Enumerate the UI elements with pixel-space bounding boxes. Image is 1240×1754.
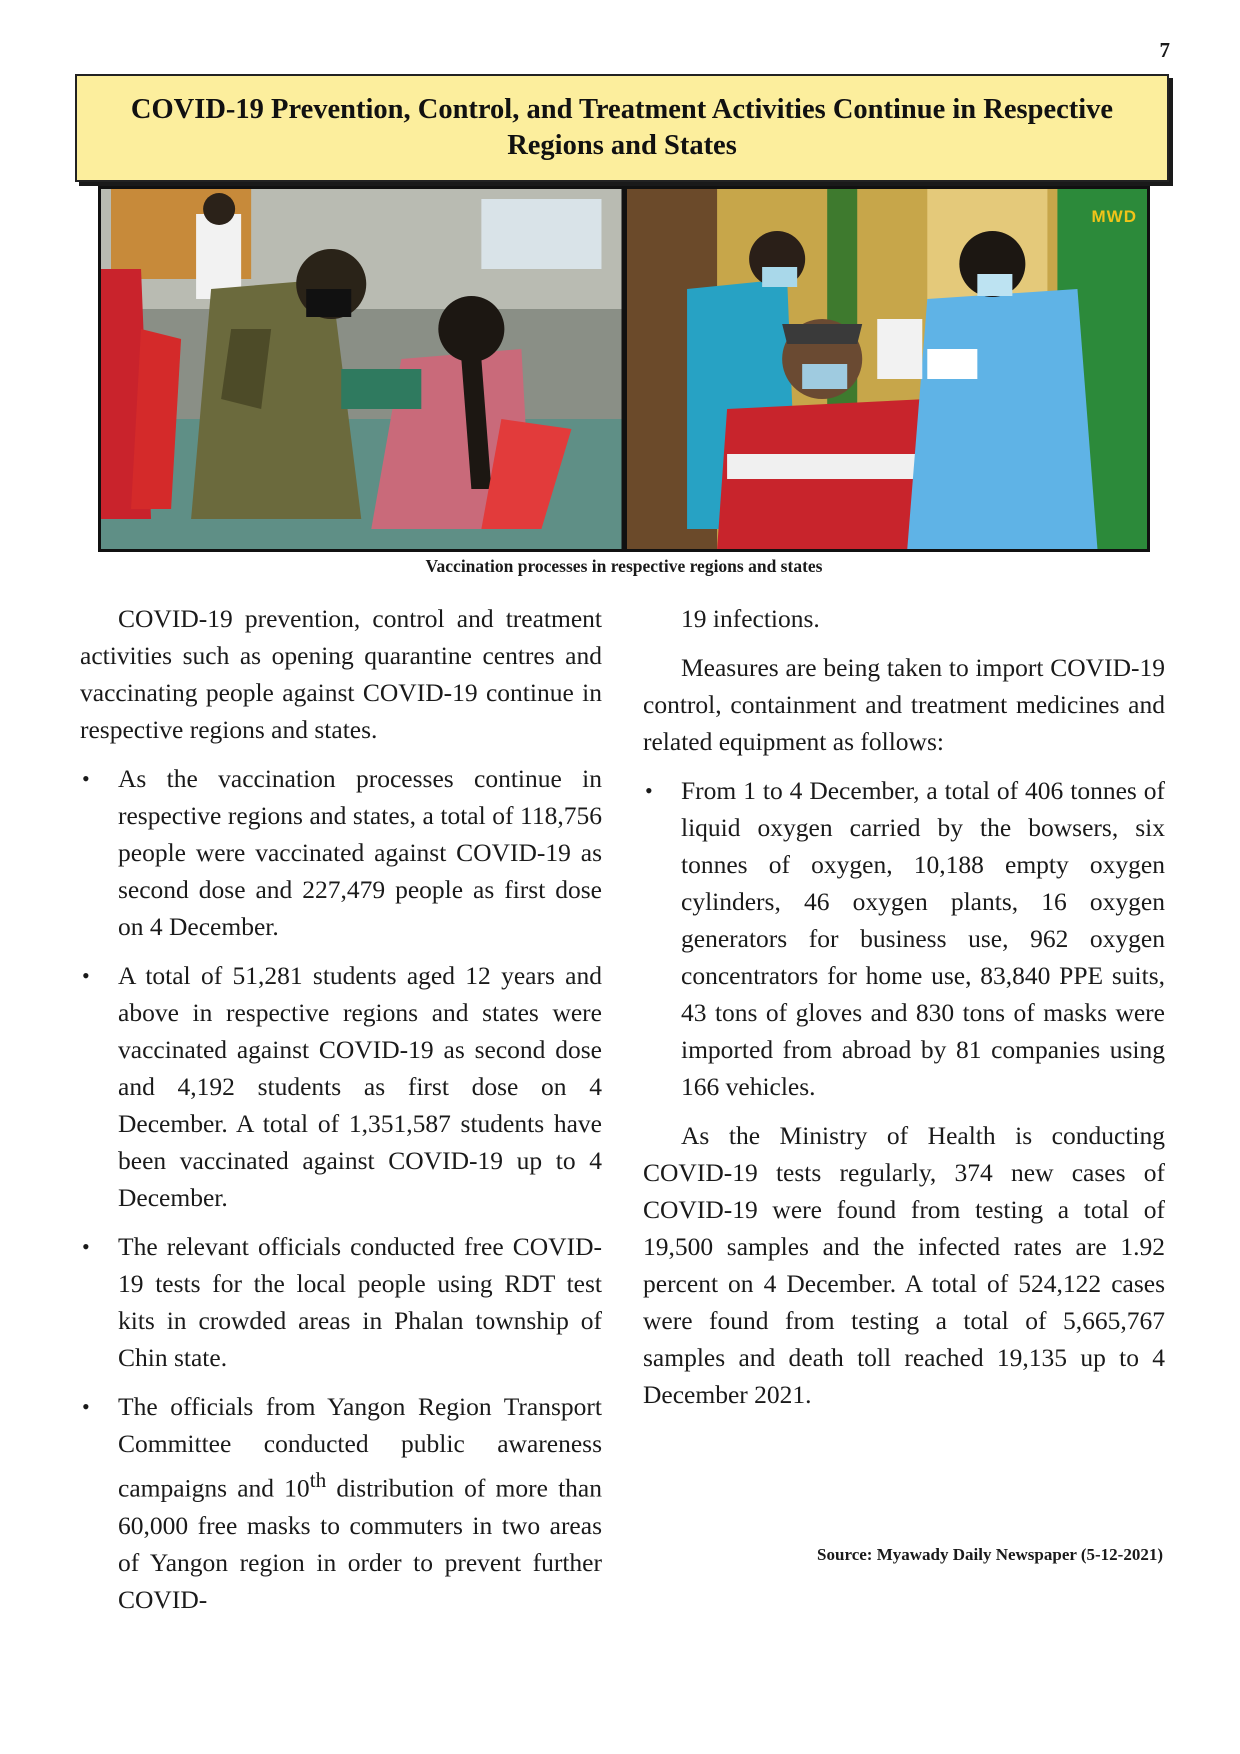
left-bullet-list xyxy=(80,760,602,1618)
bullet-icon: • xyxy=(82,1394,90,1419)
bullet-icon: • xyxy=(82,1234,90,1259)
headline-box xyxy=(75,74,1169,182)
page-number: 7 xyxy=(1159,38,1170,62)
photo-left xyxy=(101,189,622,549)
left-column xyxy=(80,600,602,1630)
bullet-icon: • xyxy=(645,778,653,803)
vaccination-photo-right xyxy=(627,189,1148,549)
photo-right xyxy=(627,189,1148,549)
ordinal-suffix: th xyxy=(309,1468,327,1492)
measures-paragraph: Measures are being taken to import COVID-19 control, containment and treatment medicines and related equipment as follows: xyxy=(643,653,1165,756)
source-credit: Source: Myawady Daily Newspaper (5-12-2021) xyxy=(817,1545,1163,1564)
broadcaster-logo: MWD xyxy=(1091,207,1137,226)
intro-paragraph: COVID-19 prevention, control and treatment activities such as opening quarantine centres and vaccinating people against COVID-19 continue in respective regions and states. xyxy=(80,604,602,744)
photo-strip xyxy=(98,186,1150,552)
list-item-text: The relevant officials conducted free COVID-19 tests for the local people using RDT test kits in crowded areas in Phalan township of Chin state. xyxy=(118,1232,602,1372)
photo-caption: Vaccination processes in respective regions and states xyxy=(425,556,823,576)
continued-text: 19 infections. xyxy=(681,604,820,633)
list-item xyxy=(80,1388,602,1618)
list-item xyxy=(643,772,1165,1105)
list-item-text: A total of 51,281 students aged 12 years and above in respective regions and states were vaccinated against COVID-19 as second dose and 4,192 students as first dose on 4 December. A total of 1,351,587 students have been vaccinated against COVID-19 up to 4 December. xyxy=(118,961,602,1212)
list-item-text-part1: The officials from Yangon Region Transport Committee conducted public awareness campaigns and 10 xyxy=(118,1392,602,1503)
list-item xyxy=(80,957,602,1216)
list-item-text-part2: distribution of more than 60,000 free masks to commuters in two areas of Yangon region in order to prevent further COVID- xyxy=(118,1473,602,1614)
list-item xyxy=(80,760,602,945)
bullet-icon: • xyxy=(82,766,90,791)
right-column xyxy=(643,600,1165,1425)
vaccination-photo-left xyxy=(101,189,622,549)
list-item xyxy=(80,1228,602,1376)
right-bullet-list xyxy=(643,772,1165,1105)
bullet-icon: • xyxy=(82,963,90,988)
list-item-text: As the vaccination processes continue in respective regions and states, a total of 118,756 people were vaccinated against COVID-19 as second dose and 227,479 people as first dose on 4 December. xyxy=(118,764,602,941)
list-item-text: From 1 to 4 December, a total of 406 tonnes of liquid oxygen carried by the bowsers, six tonnes of oxygen, 10,188 empty oxygen cylinders, 46 oxygen plants, 16 oxygen generators for business use, 962 oxygen concentrators for home use, 83,840 PPE suits, 43 tons of gloves and 830 tons of masks were imported from abroad by 81 companies using 166 vehicles. xyxy=(681,776,1165,1101)
ministry-paragraph: As the Ministry of Health is conducting COVID-19 tests regularly, 374 new cases of COVID-19 were found from testing a total of 19,500 samples and the infected rates are 1.92 percent on 4 December. A total of 524,122 cases were found from testing a total of 5,665,767 samples and death toll reached 19,135 up to 4 December 2021. xyxy=(643,1121,1165,1409)
headline: COVID-19 Prevention, Control, and Treatment Activities Continue in Respective Regions and States xyxy=(130,94,1114,161)
